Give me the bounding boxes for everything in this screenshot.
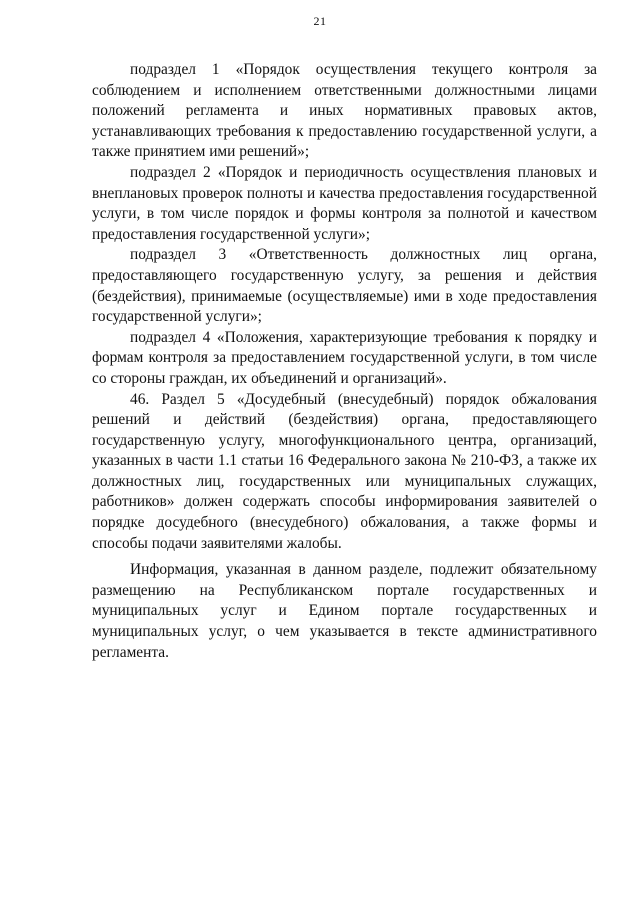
paragraph-subsection-4: подраздел 4 «Положения, характеризующие требования к порядку и формам контроля за предоставлением государственной услуги, в том числе со стороны граждан, их объединений и организаций». xyxy=(92,328,597,387)
paragraph-subsection-2: подраздел 2 «Порядок и периодичность осуществления плановых и внеплановых проверок полноты и качества предоставления государственной услуги, в том числе порядок и формы контроля за полнотой и качеством предоставления государственной услуги»; xyxy=(92,163,597,243)
page-number: 21 xyxy=(313,14,327,28)
paragraph-information: Информация, указанная в данном разделе, подлежит обязательному размещению на Республиканском портале государственных и муниципальных услуг и Едином портале государственных и муниципальных услуг, о чем указывается в тексте административного регламента. xyxy=(92,561,597,661)
document-body xyxy=(92,60,597,663)
paragraph-subsection-3: подраздел 3 «Ответственность должностных лиц органа, предоставляющего государственную услугу, за решения и действия (бездействия), принимаемые (осуществляемые) ими в ходе предоставления государственной услуги»; xyxy=(92,246,597,326)
paragraph-subsection-1: подраздел 1 «Порядок осуществления текущего контроля за соблюдением и исполнением ответственными должностными лицами положений регламента и иных нормативных правовых актов, устанавливающих требования к предоставлению государственной услуги, а также принятием ими решений»; xyxy=(92,61,597,161)
paragraph-item-46: 46. Раздел 5 «Досудебный (внесудебный) порядок обжалования решений и действий (бездействия) органа, предоставляющего государственную услугу, многофункционального центра, организаций, указанных в части 1.1 статьи 16 Федерального закона № 210-ФЗ, а также их должностных лиц, государственных или муниципальных служащих, работников» должен содержать способы информирования заявителей о порядке досудебного (внесудебного) обжалования, а также формы и способы подачи заявителями жалобы. xyxy=(92,390,597,552)
